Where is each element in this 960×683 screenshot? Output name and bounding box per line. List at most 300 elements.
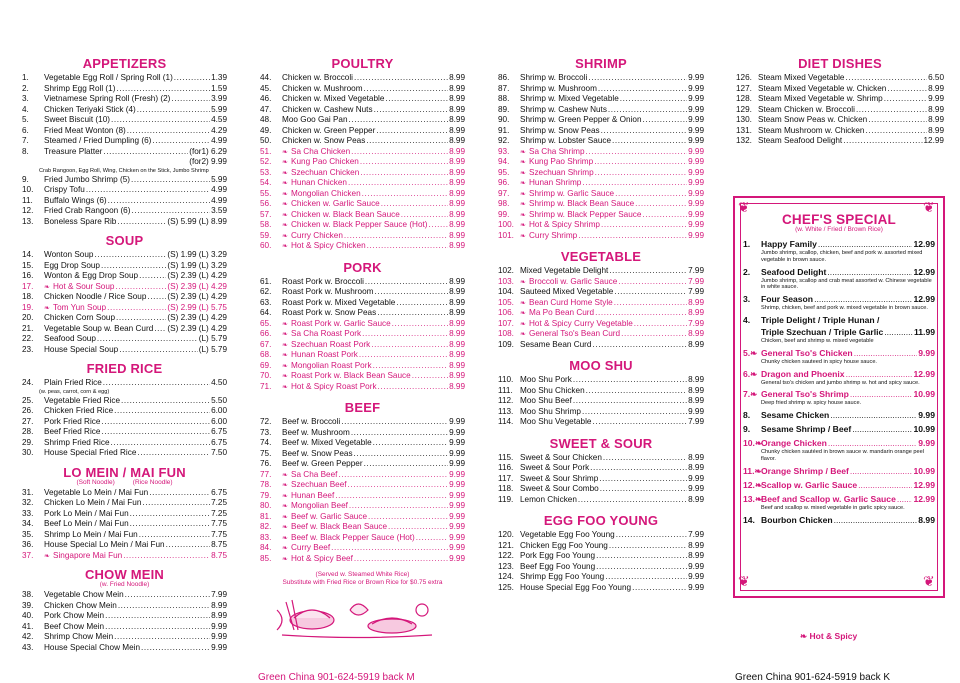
item-name: Shrimp Egg Foo Young	[520, 572, 605, 581]
item-number-text: 6.	[743, 368, 751, 379]
dot-leader	[845, 73, 927, 84]
item-number	[743, 409, 761, 421]
item-price: 8.99	[449, 125, 465, 135]
section-title: CHOW MEIN	[84, 567, 165, 582]
menu-item	[22, 601, 227, 612]
item-price: (S) 2.39 (L) 4.29	[167, 281, 227, 291]
chili-pepper-icon: ❧	[282, 513, 288, 521]
item-number: 85.	[260, 553, 272, 563]
item-price: 9.99	[688, 115, 704, 124]
item-number: 126.	[736, 73, 752, 82]
chili-pepper-icon: ❧	[282, 190, 288, 198]
item-price: 8.99	[688, 396, 704, 405]
item-number: 77.	[260, 469, 272, 479]
dot-leader	[149, 488, 210, 499]
item-price: (L) 5.79	[198, 344, 227, 354]
dot-leader	[351, 147, 448, 158]
item-number: 58.	[260, 220, 272, 229]
item-name: Chicken w. Cashew Nuts	[282, 104, 373, 114]
special-item	[743, 388, 935, 400]
item-price: 7.99	[688, 287, 704, 296]
item-name: Fried Jumbo Shrimp (5)	[44, 174, 130, 184]
item-name: Chicken Lo Mein / Mai Fun	[44, 498, 142, 507]
item-name: Sweet & Sour Shrimp	[520, 473, 599, 483]
item-price: (S) 2.39 (L) 4.29	[167, 271, 227, 280]
item-price: 12.99	[913, 294, 935, 305]
special-item	[743, 314, 935, 326]
menu-item	[260, 147, 465, 158]
item-number: 63.	[260, 297, 272, 307]
item-name: Beef w. Broccoli	[282, 417, 341, 426]
dot-leader	[388, 522, 448, 533]
item-name: Sa Cha Chicken	[291, 146, 351, 156]
menu-item	[260, 220, 465, 231]
item-number: 48.	[260, 115, 272, 124]
item-number: 55.	[260, 188, 272, 198]
item-name: Szechuan Beef	[291, 480, 347, 489]
menu-item	[260, 533, 465, 544]
item-price: 9.99	[449, 553, 465, 563]
item-price: 4.50	[211, 378, 227, 387]
item-description: Jumbo shrimp, scallop, chicken, beef and pork w. assorted mixed vegetable in brown sauce.	[761, 250, 923, 263]
item-price: 9.99	[449, 459, 465, 468]
item-number: 44.	[260, 73, 272, 82]
item-price: 6.00	[211, 416, 227, 426]
special-item	[743, 368, 935, 380]
chili-pepper-icon: ❧	[44, 552, 50, 560]
item-number: 34.	[22, 519, 34, 528]
item-price: (S) 2.39 (L) 4.29	[167, 323, 227, 333]
item-number: 78.	[260, 480, 272, 489]
item-name: Dragon and Phoenix	[761, 368, 845, 379]
item-price: 8.99	[449, 136, 465, 145]
item-number: 110.	[498, 375, 514, 384]
item-name: Crispy Tofu	[44, 185, 85, 194]
dot-leader	[116, 313, 166, 324]
menu-item	[736, 105, 944, 116]
food-illustration	[272, 590, 442, 640]
chili-pepper-icon: ❧	[44, 304, 50, 312]
item-number: 104.	[498, 287, 514, 296]
item-price: 9.99	[928, 94, 944, 103]
item-name: Chicken w. Black Bean Sauce	[291, 209, 400, 219]
menu-item	[22, 175, 227, 186]
menu-item-list	[498, 73, 704, 241]
item-name: Chicken w. Black Pepper Sauce (Hot)	[291, 220, 428, 229]
item-number: 83.	[260, 532, 272, 542]
chili-pepper-icon: ❧	[282, 471, 288, 479]
dot-leader	[887, 84, 927, 95]
item-number: 20.	[22, 313, 34, 322]
menu-item	[498, 530, 704, 541]
item-number: 95.	[498, 167, 510, 177]
item-description: Beef and scallop w. mixed vegetable in garlic spicy sauce.	[761, 504, 905, 511]
item-price: 8.99	[449, 329, 465, 338]
menu-item	[260, 371, 465, 382]
dot-leader	[137, 105, 210, 116]
item-number: 88.	[498, 94, 510, 103]
menu-item	[22, 250, 227, 261]
item-name: Pork Egg Foo Young	[520, 551, 596, 560]
serving-note-line2: Substitute with Fried Rice or Brown Rice for $0.75 extra	[282, 579, 443, 586]
menu-item	[22, 530, 227, 541]
dot-leader	[114, 632, 210, 643]
dot-leader	[142, 498, 210, 509]
item-number: 129.	[736, 104, 752, 114]
dot-leader	[592, 417, 687, 428]
menu-item	[22, 217, 227, 228]
item-price: 9.99	[449, 511, 465, 521]
item-number: 47.	[260, 104, 272, 114]
item-price: 6.50	[928, 73, 944, 82]
item-name: Shrimp w. Lobster Sauce	[520, 136, 612, 145]
item-number: 14.	[22, 250, 34, 259]
menu-item	[498, 407, 704, 418]
menu-item	[498, 572, 704, 583]
menu-item	[22, 427, 227, 438]
item-name: Shrimp w. Green Pepper & Onion	[520, 115, 642, 124]
item-name: Plain Fried Rice	[44, 378, 102, 387]
dot-leader	[818, 238, 913, 250]
dot-leader	[605, 572, 687, 583]
special-item	[743, 479, 935, 491]
dot-leader	[830, 409, 917, 421]
item-price: (for2) 9.99	[189, 157, 227, 166]
dot-leader	[344, 231, 448, 242]
item-name: Chicken Corn Soup	[44, 313, 115, 322]
menu-item	[260, 417, 465, 428]
menu-column-4	[736, 56, 944, 147]
menu-item	[498, 340, 704, 351]
special-item	[743, 409, 935, 421]
section-title: FRIED RICE	[86, 361, 163, 376]
menu-item	[22, 590, 227, 601]
item-name: Sa Cha Shrimp	[529, 146, 585, 156]
item-name: House Special Fried Rice	[44, 448, 137, 457]
item-price: 7.99	[688, 417, 704, 426]
item-number: 16.	[22, 271, 34, 280]
dot-leader	[362, 329, 448, 340]
item-number: 12.	[22, 206, 34, 215]
item-number: 30.	[22, 448, 34, 457]
chili-pepper-icon: ❧	[282, 331, 288, 338]
item-name: Sweet Biscuit (10)	[44, 115, 110, 124]
menu-item	[22, 417, 227, 428]
item-number: 130.	[736, 115, 752, 124]
menu-item	[260, 287, 465, 298]
section-title: LO MEIN / MAI FUN	[63, 464, 186, 480]
item-price: 8.99	[449, 188, 465, 198]
item-name: Seafood Soup	[44, 334, 96, 343]
footer-crop-left: Green China 901-624-5919 back M	[258, 672, 415, 683]
item-name: Szechuan Roast Pork	[291, 339, 371, 349]
item-price: (S) 1.99 (L) 3.29	[167, 250, 227, 259]
item-price: 8.75	[211, 550, 227, 560]
item-price: 8.99	[688, 375, 704, 384]
chili-pepper-icon: ❧	[282, 169, 288, 177]
menu-item	[22, 157, 227, 168]
item-price: 8.99	[918, 514, 935, 525]
item-number: 121.	[498, 540, 514, 550]
item-name: Beef Chow Mein	[44, 621, 105, 631]
menu-item	[260, 84, 465, 95]
legend-label: Hot & Spicy	[809, 631, 858, 641]
section-subtitle: (Soft Noodle) (Rice Noodle)	[76, 478, 173, 486]
chili-pepper-icon: ❧	[520, 180, 526, 187]
item-number	[743, 314, 761, 326]
dot-leader	[368, 512, 448, 523]
menu-section	[22, 361, 227, 459]
hot-spicy-legend	[800, 631, 857, 642]
item-name: Broccoli w. Garlic Sauce	[529, 276, 618, 286]
item-number: 26.	[22, 406, 34, 415]
menu-item-list	[498, 375, 704, 428]
item-number: 5.	[22, 115, 29, 124]
menu-item	[260, 199, 465, 210]
item-number: 61.	[260, 276, 272, 286]
menu-item	[260, 126, 465, 137]
dot-leader	[348, 480, 449, 491]
item-name: Sa Cha Roast Pork	[291, 329, 362, 338]
item-description: Shrimp, chicken, beef and pork w. mixed vegetable in brown sauce.	[761, 305, 928, 312]
menu-item	[22, 448, 227, 459]
item-number: 46.	[260, 94, 272, 103]
item-name: Hunan Chicken	[291, 178, 347, 187]
section-title: POULTRY	[331, 56, 394, 71]
item-number: 45.	[260, 83, 272, 93]
item-number: 75.	[260, 448, 272, 458]
item-number: 21.	[22, 323, 34, 333]
section-subtitle: (w. Fried Noodle)	[99, 581, 150, 588]
dot-leader	[843, 136, 922, 147]
item-name: Orange Shrimp / Beef	[761, 465, 849, 476]
item-name: Roast Pork w. Black Bean Sauce	[291, 371, 411, 380]
menu-item	[22, 303, 227, 314]
item-name: Ma Po Bean Curd	[529, 308, 595, 317]
menu-item	[260, 340, 465, 351]
dot-leader	[108, 196, 210, 207]
dot-leader	[595, 168, 687, 179]
dot-leader	[360, 157, 448, 168]
item-number: 90.	[498, 115, 510, 124]
item-number-text: 12.	[743, 479, 755, 490]
item-name: Chicken w. Garlic Sauce	[291, 199, 380, 208]
item-name: Hot & Spicy Chicken	[291, 241, 366, 250]
chili-pepper-icon: ❧	[520, 278, 526, 286]
item-price: 9.99	[449, 438, 465, 447]
item-number	[743, 293, 761, 305]
item-name: Curry Chicken	[291, 230, 343, 240]
menu-item-list	[498, 453, 704, 506]
dot-leader	[846, 368, 913, 380]
ornament-icon: ❦	[923, 573, 935, 589]
menu-item	[498, 73, 704, 84]
item-name: Pork Fried Rice	[44, 416, 101, 426]
dot-leader	[351, 428, 448, 439]
menu-item	[736, 126, 944, 137]
dot-leader	[635, 199, 687, 210]
item-name: Beef w. Black Bean Sauce	[291, 522, 388, 531]
item-price: 9.99	[449, 532, 465, 542]
item-name: Vegetable Soup w. Bean Curd	[44, 323, 154, 333]
item-price: 9.99	[211, 621, 227, 631]
menu-item	[260, 350, 465, 361]
item-number: 81.	[260, 511, 272, 521]
menu-item	[260, 277, 465, 288]
menu-item	[260, 136, 465, 147]
menu-item-list	[260, 73, 465, 252]
menu-item	[260, 480, 465, 491]
dot-leader	[364, 84, 449, 95]
dot-leader	[412, 371, 448, 382]
dot-leader	[416, 533, 448, 544]
dot-leader	[401, 210, 448, 221]
dot-leader	[115, 282, 166, 293]
item-name: Roast Pork w. Mixed Vegetable	[282, 297, 396, 307]
menu-item	[498, 386, 704, 397]
menu-item	[260, 94, 465, 105]
dot-leader	[154, 324, 166, 335]
item-price: 12.99	[923, 136, 944, 145]
dot-leader	[147, 292, 166, 303]
item-price: 9.99	[688, 188, 704, 198]
item-name: Shrimp Egg Roll (1)	[44, 83, 116, 93]
item-price: 7.99	[211, 590, 227, 599]
item-number-text: 7.	[743, 389, 751, 400]
item-description: General tso's chicken and jumbo shrimp w. hot and spicy sauce.	[761, 379, 920, 386]
item-name: Boneless Spare Rib	[44, 216, 117, 226]
item-number: 15.	[22, 260, 34, 270]
menu-item	[260, 178, 465, 189]
dot-leader	[865, 126, 927, 137]
item-name: House Special Chow Mein	[44, 642, 141, 652]
item-price: 9.99	[211, 632, 227, 641]
item-price: 8.99	[449, 230, 465, 240]
item-price: 8.99	[688, 339, 704, 349]
menu-item	[736, 94, 944, 105]
menu-item	[498, 178, 704, 189]
item-price: 10.99	[913, 424, 935, 435]
menu-item	[22, 498, 227, 509]
item-number: 25.	[22, 395, 34, 405]
item-number	[743, 423, 761, 435]
item-name: General Tso's Chicken	[761, 347, 853, 358]
menu-item-list	[498, 266, 704, 350]
menu-item	[498, 94, 704, 105]
item-price: 9.99	[688, 561, 704, 571]
item-number-text: 4.	[743, 314, 751, 325]
item-number: 32.	[22, 498, 34, 507]
special-item	[743, 465, 935, 477]
item-name: Sesame Bean Curd	[520, 339, 592, 349]
item-name: Fried Crab Rangoon (6)	[44, 206, 131, 215]
item-price: 9.99	[688, 406, 704, 416]
dot-leader	[852, 423, 912, 435]
menu-item	[498, 189, 704, 200]
dot-leader	[123, 551, 210, 562]
item-name: Chicken w. Broccoli	[282, 73, 353, 82]
item-price: (S) 1.99 (L) 3.29	[167, 260, 227, 270]
item-number	[743, 479, 761, 491]
item-price: 8.99	[449, 241, 465, 250]
item-name: Shrimp w. Cashew Nuts	[520, 104, 607, 114]
menu-section	[22, 465, 227, 562]
item-name: Hot & Spicy Shrimp	[529, 220, 600, 229]
menu-item	[498, 105, 704, 116]
chili-pepper-icon: ❧	[520, 190, 526, 198]
item-number: 119.	[498, 494, 514, 504]
chili-pepper-icon: ❧	[282, 222, 288, 229]
menu-item	[260, 241, 465, 252]
item-price: 8.99	[449, 199, 465, 208]
menu-item	[22, 622, 227, 633]
item-price: 7.99	[688, 318, 704, 328]
item-price: 12.99	[913, 266, 935, 277]
menu-item	[22, 438, 227, 449]
item-number: 82.	[260, 522, 272, 531]
menu-item-list	[22, 488, 227, 562]
chili-pepper-icon: ❧	[754, 438, 763, 449]
item-price: 9.99	[688, 220, 704, 229]
chili-pepper-icon: ❧	[754, 479, 763, 490]
menu-column-1	[22, 56, 227, 653]
item-number: 28.	[22, 427, 34, 436]
item-number: 1.	[22, 73, 29, 82]
dot-leader	[366, 136, 448, 147]
item-price: 9.99	[449, 448, 465, 458]
item-name: Moo Shu Beef	[520, 396, 572, 405]
item-name: Vegetable Chow Mein	[44, 590, 124, 599]
dot-leader	[594, 157, 687, 168]
item-name: Mixed Vegetable Delight	[520, 266, 609, 275]
chili-pepper-icon: ❧	[754, 493, 763, 504]
item-name: Szechuan Shrimp	[529, 167, 594, 177]
section-title: VEGETABLE	[560, 249, 642, 264]
item-name: Hunan Beef	[291, 490, 335, 500]
special-item	[743, 514, 935, 526]
item-price: 11.99	[913, 326, 935, 337]
chili-pepper-icon: ❧	[282, 211, 288, 219]
item-name: Chicken w. Mushroom	[282, 83, 363, 93]
item-price: 9.99	[449, 480, 465, 489]
item-price: 7.25	[211, 498, 227, 507]
item-number: 65.	[260, 318, 272, 328]
dot-leader	[152, 136, 210, 147]
item-number: 31.	[22, 487, 34, 497]
item-price: 12.99	[913, 368, 935, 379]
dot-leader	[598, 84, 687, 95]
item-price: 7.75	[211, 529, 227, 539]
dot-leader	[349, 115, 449, 126]
item-price: 8.99	[688, 540, 704, 550]
item-number: 9.	[22, 174, 29, 184]
dot-leader	[374, 105, 449, 116]
menu-item	[260, 459, 465, 470]
menu-item	[260, 168, 465, 179]
item-name: Happy Family	[761, 239, 817, 249]
menu-item	[260, 210, 465, 221]
menu-item	[498, 126, 704, 137]
item-number: 10.	[22, 185, 34, 194]
item-name: Mongolian Roast Pork	[291, 360, 372, 370]
menu-item	[22, 196, 227, 207]
item-number: 127.	[736, 83, 752, 93]
item-price: 8.99	[211, 600, 227, 610]
item-description: Chicken, beef and shrimp w. mixed vegetable	[761, 337, 874, 344]
dot-leader	[590, 463, 687, 474]
item-name: General Tso's Bean Curd	[529, 329, 621, 338]
item-number: 120.	[498, 530, 514, 539]
